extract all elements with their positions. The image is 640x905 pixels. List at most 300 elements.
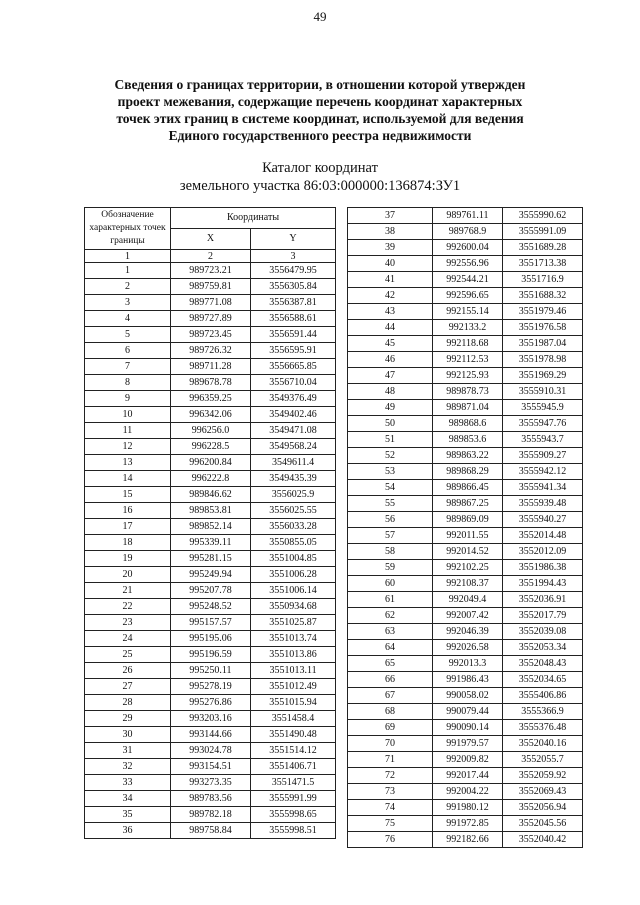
- header-coordinates: Координаты: [171, 208, 336, 229]
- table-row: [85, 263, 336, 279]
- table-row: [348, 400, 583, 416]
- point-number: 52: [348, 448, 433, 464]
- document-title: [70, 76, 570, 144]
- point-number: 20: [85, 567, 171, 583]
- y-coordinate: 3556479.95: [251, 263, 336, 279]
- point-number: 22: [85, 599, 171, 615]
- point-number: 74: [348, 800, 433, 816]
- header-col-number: 1: [85, 250, 171, 263]
- point-number: 26: [85, 663, 171, 679]
- header-col-number: 2: [171, 250, 251, 263]
- x-coordinate: 989726.32: [171, 343, 251, 359]
- y-coordinate: 3555939.48: [503, 496, 583, 512]
- point-number: 70: [348, 736, 433, 752]
- y-coordinate: 3555376.48: [503, 720, 583, 736]
- x-coordinate: 989759.81: [171, 279, 251, 295]
- x-coordinate: 990090.14: [433, 720, 503, 736]
- catalog-parcel-id: земельного участка 86:03:000000:136874:ЗУ1: [179, 178, 461, 194]
- x-coordinate: 989878.73: [433, 384, 503, 400]
- y-coordinate: 3551713.38: [503, 256, 583, 272]
- x-coordinate: 989868.29: [433, 464, 503, 480]
- title-line: Сведения о границах территории, в отношении которой утвержден: [114, 77, 526, 92]
- x-coordinate: 992133.2: [433, 320, 503, 336]
- x-coordinate: 992112.53: [433, 352, 503, 368]
- x-coordinate: 995250.11: [171, 663, 251, 679]
- left-table-body: [85, 263, 336, 839]
- point-number: 67: [348, 688, 433, 704]
- y-coordinate: 3555991.09: [503, 224, 583, 240]
- x-coordinate: 995339.11: [171, 535, 251, 551]
- table-row: [348, 208, 583, 224]
- x-coordinate: 991979.57: [433, 736, 503, 752]
- y-coordinate: 3552014.48: [503, 528, 583, 544]
- table-row: [85, 471, 336, 487]
- point-number: 17: [85, 519, 171, 535]
- x-coordinate: 992026.58: [433, 640, 503, 656]
- x-coordinate: 992007.42: [433, 608, 503, 624]
- point-number: 76: [348, 832, 433, 848]
- x-coordinate: 992049.4: [433, 592, 503, 608]
- point-number: 57: [348, 528, 433, 544]
- point-number: 71: [348, 752, 433, 768]
- x-coordinate: 989853.81: [171, 503, 251, 519]
- y-coordinate: 3552069.43: [503, 784, 583, 800]
- x-coordinate: 996200.84: [171, 455, 251, 471]
- table-row: [348, 448, 583, 464]
- x-coordinate: 995249.94: [171, 567, 251, 583]
- header-x: X: [171, 229, 251, 250]
- y-coordinate: 3551514.12: [251, 743, 336, 759]
- point-number: 1: [85, 263, 171, 279]
- table-row: [348, 368, 583, 384]
- point-number: 53: [348, 464, 433, 480]
- point-number: 44: [348, 320, 433, 336]
- y-coordinate: 3552056.94: [503, 800, 583, 816]
- table-row: [85, 711, 336, 727]
- table-row: [348, 672, 583, 688]
- y-coordinate: 3556588.61: [251, 311, 336, 327]
- table-row: [348, 224, 583, 240]
- table-row: [85, 503, 336, 519]
- point-number: 24: [85, 631, 171, 647]
- point-number: 56: [348, 512, 433, 528]
- y-coordinate: 3551688.32: [503, 288, 583, 304]
- x-coordinate: 990058.02: [433, 688, 503, 704]
- y-coordinate: 3551979.46: [503, 304, 583, 320]
- y-coordinate: 3551458.4: [251, 711, 336, 727]
- point-number: 30: [85, 727, 171, 743]
- table-row: [348, 752, 583, 768]
- y-coordinate: 3552012.09: [503, 544, 583, 560]
- table-row: [348, 304, 583, 320]
- x-coordinate: 989782.18: [171, 807, 251, 823]
- y-coordinate: 3552055.7: [503, 752, 583, 768]
- y-coordinate: 3555991.99: [251, 791, 336, 807]
- y-coordinate: 3551716.9: [503, 272, 583, 288]
- y-coordinate: 3549435.39: [251, 471, 336, 487]
- point-number: 58: [348, 544, 433, 560]
- y-coordinate: 3551986.38: [503, 560, 583, 576]
- table-row: [348, 832, 583, 848]
- table-row: [348, 592, 583, 608]
- y-coordinate: 3549471.08: [251, 423, 336, 439]
- x-coordinate: 989853.6: [433, 432, 503, 448]
- y-coordinate: 3551689.28: [503, 240, 583, 256]
- table-row: [348, 336, 583, 352]
- x-coordinate: 992013.3: [433, 656, 503, 672]
- x-coordinate: 992118.68: [433, 336, 503, 352]
- table-row: [85, 407, 336, 423]
- point-number: 55: [348, 496, 433, 512]
- table-row: [348, 480, 583, 496]
- table-row: [85, 615, 336, 631]
- table-row: [348, 608, 583, 624]
- x-coordinate: 991980.12: [433, 800, 503, 816]
- point-number: 66: [348, 672, 433, 688]
- table-row: [348, 256, 583, 272]
- x-coordinate: 993024.78: [171, 743, 251, 759]
- point-number: 63: [348, 624, 433, 640]
- point-number: 32: [85, 759, 171, 775]
- table-row: [348, 800, 583, 816]
- catalog-heading: [0, 159, 640, 195]
- point-number: 51: [348, 432, 433, 448]
- point-number: 28: [85, 695, 171, 711]
- y-coordinate: 3551471.5: [251, 775, 336, 791]
- table-row: [348, 288, 583, 304]
- table-row: [85, 295, 336, 311]
- x-coordinate: 992556.96: [433, 256, 503, 272]
- y-coordinate: 3556710.04: [251, 375, 336, 391]
- table-row: [85, 583, 336, 599]
- table-row: [348, 784, 583, 800]
- table-row: [85, 599, 336, 615]
- table-row: [348, 688, 583, 704]
- catalog-title: Каталог координат: [262, 160, 378, 176]
- y-coordinate: 3551013.74: [251, 631, 336, 647]
- point-number: 40: [348, 256, 433, 272]
- y-coordinate: 3556665.85: [251, 359, 336, 375]
- point-number: 6: [85, 343, 171, 359]
- table-row: [85, 327, 336, 343]
- table-row: [85, 279, 336, 295]
- table-row: [348, 560, 583, 576]
- point-number: 4: [85, 311, 171, 327]
- table-row: [348, 432, 583, 448]
- table-row: [85, 727, 336, 743]
- point-number: 34: [85, 791, 171, 807]
- y-coordinate: 3551987.04: [503, 336, 583, 352]
- x-coordinate: 989761.11: [433, 208, 503, 224]
- point-number: 42: [348, 288, 433, 304]
- y-coordinate: 3555366.9: [503, 704, 583, 720]
- x-coordinate: 989867.25: [433, 496, 503, 512]
- point-number: 15: [85, 487, 171, 503]
- point-number: 13: [85, 455, 171, 471]
- table-row: [85, 311, 336, 327]
- table-row: [85, 791, 336, 807]
- x-coordinate: 993203.16: [171, 711, 251, 727]
- table-row: [85, 759, 336, 775]
- point-number: 21: [85, 583, 171, 599]
- point-number: 72: [348, 768, 433, 784]
- table-row: [85, 631, 336, 647]
- table-row: [348, 768, 583, 784]
- table-row: [85, 647, 336, 663]
- y-coordinate: 3556033.28: [251, 519, 336, 535]
- table-row: [85, 823, 336, 839]
- x-coordinate: 995207.78: [171, 583, 251, 599]
- y-coordinate: 3551490.48: [251, 727, 336, 743]
- point-number: 59: [348, 560, 433, 576]
- table-row: [348, 720, 583, 736]
- table-row: [85, 519, 336, 535]
- x-coordinate: 992014.52: [433, 544, 503, 560]
- y-coordinate: 3551013.11: [251, 663, 336, 679]
- point-number: 12: [85, 439, 171, 455]
- table-row: [85, 551, 336, 567]
- table-row: [348, 272, 583, 288]
- point-number: 7: [85, 359, 171, 375]
- x-coordinate: 992102.25: [433, 560, 503, 576]
- point-number: 61: [348, 592, 433, 608]
- point-number: 10: [85, 407, 171, 423]
- title-line: точек этих границ в системе координат, используемой для ведения: [116, 111, 524, 126]
- x-coordinate: 992011.55: [433, 528, 503, 544]
- table-row: [348, 240, 583, 256]
- point-number: 54: [348, 480, 433, 496]
- point-number: 68: [348, 704, 433, 720]
- table-row: [85, 455, 336, 471]
- point-number: 8: [85, 375, 171, 391]
- x-coordinate: 989771.08: [171, 295, 251, 311]
- y-coordinate: 3555940.27: [503, 512, 583, 528]
- y-coordinate: 3550934.68: [251, 599, 336, 615]
- table-row: [85, 695, 336, 711]
- x-coordinate: 993154.51: [171, 759, 251, 775]
- table-row: [85, 439, 336, 455]
- x-coordinate: 989846.62: [171, 487, 251, 503]
- point-number: 49: [348, 400, 433, 416]
- y-coordinate: 3552034.65: [503, 672, 583, 688]
- table-row: [85, 807, 336, 823]
- table-row: [85, 775, 336, 791]
- y-coordinate: 3550855.05: [251, 535, 336, 551]
- x-coordinate: 989678.78: [171, 375, 251, 391]
- point-number: 60: [348, 576, 433, 592]
- table-row: [348, 640, 583, 656]
- point-number: 33: [85, 775, 171, 791]
- table-row: [348, 320, 583, 336]
- table-row: [348, 736, 583, 752]
- y-coordinate: 3556305.84: [251, 279, 336, 295]
- y-coordinate: 3552039.08: [503, 624, 583, 640]
- table-row: [348, 576, 583, 592]
- x-coordinate: 996359.25: [171, 391, 251, 407]
- y-coordinate: 3551994.43: [503, 576, 583, 592]
- point-number: 45: [348, 336, 433, 352]
- x-coordinate: 995276.86: [171, 695, 251, 711]
- y-coordinate: 3556025.55: [251, 503, 336, 519]
- point-number: 19: [85, 551, 171, 567]
- point-number: 75: [348, 816, 433, 832]
- x-coordinate: 989723.21: [171, 263, 251, 279]
- header-y: Y: [251, 229, 336, 250]
- x-coordinate: 996342.06: [171, 407, 251, 423]
- x-coordinate: 989868.6: [433, 416, 503, 432]
- y-coordinate: 3555909.27: [503, 448, 583, 464]
- table-row: [348, 624, 583, 640]
- y-coordinate: 3556025.9: [251, 487, 336, 503]
- table-row: [85, 663, 336, 679]
- header-col-number: 3: [251, 250, 336, 263]
- point-number: 35: [85, 807, 171, 823]
- y-coordinate: 3552036.91: [503, 592, 583, 608]
- x-coordinate: 990079.44: [433, 704, 503, 720]
- point-number: 14: [85, 471, 171, 487]
- point-number: 46: [348, 352, 433, 368]
- point-number: 9: [85, 391, 171, 407]
- y-coordinate: 3556591.44: [251, 327, 336, 343]
- table-row: [348, 496, 583, 512]
- x-coordinate: 992155.14: [433, 304, 503, 320]
- x-coordinate: 995157.57: [171, 615, 251, 631]
- x-coordinate: 992182.66: [433, 832, 503, 848]
- y-coordinate: 3552017.79: [503, 608, 583, 624]
- y-coordinate: 3551406.71: [251, 759, 336, 775]
- table-row: [348, 384, 583, 400]
- y-coordinate: 3549568.24: [251, 439, 336, 455]
- point-number: 69: [348, 720, 433, 736]
- point-number: 41: [348, 272, 433, 288]
- y-coordinate: 3552040.16: [503, 736, 583, 752]
- point-number: 39: [348, 240, 433, 256]
- point-number: 38: [348, 224, 433, 240]
- x-coordinate: 992125.93: [433, 368, 503, 384]
- header-point-label: Обозначение характерных точек границы: [85, 208, 171, 250]
- point-number: 29: [85, 711, 171, 727]
- y-coordinate: 3552048.43: [503, 656, 583, 672]
- y-coordinate: 3551978.98: [503, 352, 583, 368]
- point-number: 31: [85, 743, 171, 759]
- y-coordinate: 3555945.9: [503, 400, 583, 416]
- y-coordinate: 3556387.81: [251, 295, 336, 311]
- table-row: [348, 352, 583, 368]
- x-coordinate: 989783.56: [171, 791, 251, 807]
- right-table-body: [348, 208, 583, 848]
- table-row: [85, 391, 336, 407]
- table-row: [348, 704, 583, 720]
- x-coordinate: 995281.15: [171, 551, 251, 567]
- point-number: 25: [85, 647, 171, 663]
- y-coordinate: 3555990.62: [503, 208, 583, 224]
- point-number: 3: [85, 295, 171, 311]
- x-coordinate: 992108.37: [433, 576, 503, 592]
- point-number: 43: [348, 304, 433, 320]
- y-coordinate: 3551012.49: [251, 679, 336, 695]
- y-coordinate: 3555941.34: [503, 480, 583, 496]
- table-row: [85, 535, 336, 551]
- x-coordinate: 996228.5: [171, 439, 251, 455]
- table-row: [348, 816, 583, 832]
- table-row: [348, 528, 583, 544]
- x-coordinate: 992544.21: [433, 272, 503, 288]
- x-coordinate: 989866.45: [433, 480, 503, 496]
- x-coordinate: 995195.06: [171, 631, 251, 647]
- x-coordinate: 992600.04: [433, 240, 503, 256]
- y-coordinate: 3555942.12: [503, 464, 583, 480]
- point-number: 50: [348, 416, 433, 432]
- x-coordinate: 989711.28: [171, 359, 251, 375]
- x-coordinate: 989768.9: [433, 224, 503, 240]
- x-coordinate: 995248.52: [171, 599, 251, 615]
- point-number: 18: [85, 535, 171, 551]
- point-number: 2: [85, 279, 171, 295]
- x-coordinate: 996256.0: [171, 423, 251, 439]
- table-row: [348, 512, 583, 528]
- x-coordinate: 992596.65: [433, 288, 503, 304]
- y-coordinate: 3549611.4: [251, 455, 336, 471]
- y-coordinate: 3555998.65: [251, 807, 336, 823]
- page-number: 49: [313, 9, 327, 24]
- x-coordinate: 992046.39: [433, 624, 503, 640]
- point-number: 65: [348, 656, 433, 672]
- y-coordinate: 3555406.86: [503, 688, 583, 704]
- point-number: 73: [348, 784, 433, 800]
- y-coordinate: 3556595.91: [251, 343, 336, 359]
- point-number: 47: [348, 368, 433, 384]
- coordinates-table-right: [347, 207, 583, 848]
- table-row: [85, 743, 336, 759]
- y-coordinate: 3551006.28: [251, 567, 336, 583]
- table-row: [85, 375, 336, 391]
- point-number: 11: [85, 423, 171, 439]
- y-coordinate: 3551969.29: [503, 368, 583, 384]
- y-coordinate: 3551013.86: [251, 647, 336, 663]
- y-coordinate: 3551025.87: [251, 615, 336, 631]
- y-coordinate: 3551006.14: [251, 583, 336, 599]
- table-row: [85, 359, 336, 375]
- y-coordinate: 3549402.46: [251, 407, 336, 423]
- x-coordinate: 992017.44: [433, 768, 503, 784]
- y-coordinate: 3552045.56: [503, 816, 583, 832]
- point-number: 5: [85, 327, 171, 343]
- point-number: 16: [85, 503, 171, 519]
- point-number: 36: [85, 823, 171, 839]
- x-coordinate: 995196.59: [171, 647, 251, 663]
- point-number: 37: [348, 208, 433, 224]
- title-line: Единого государственного реестра недвижимости: [168, 128, 472, 143]
- point-number: 64: [348, 640, 433, 656]
- y-coordinate: 3555910.31: [503, 384, 583, 400]
- table-row: [348, 416, 583, 432]
- x-coordinate: 992004.22: [433, 784, 503, 800]
- y-coordinate: 3551976.58: [503, 320, 583, 336]
- table-row: [348, 464, 583, 480]
- x-coordinate: 989863.22: [433, 448, 503, 464]
- x-coordinate: 989758.84: [171, 823, 251, 839]
- x-coordinate: 995278.19: [171, 679, 251, 695]
- x-coordinate: 991972.85: [433, 816, 503, 832]
- y-coordinate: 3551004.85: [251, 551, 336, 567]
- point-number: 62: [348, 608, 433, 624]
- table-row: [348, 544, 583, 560]
- point-number: 48: [348, 384, 433, 400]
- x-coordinate: 989723.45: [171, 327, 251, 343]
- table-row: [85, 487, 336, 503]
- y-coordinate: 3555998.51: [251, 823, 336, 839]
- y-coordinate: 3552053.34: [503, 640, 583, 656]
